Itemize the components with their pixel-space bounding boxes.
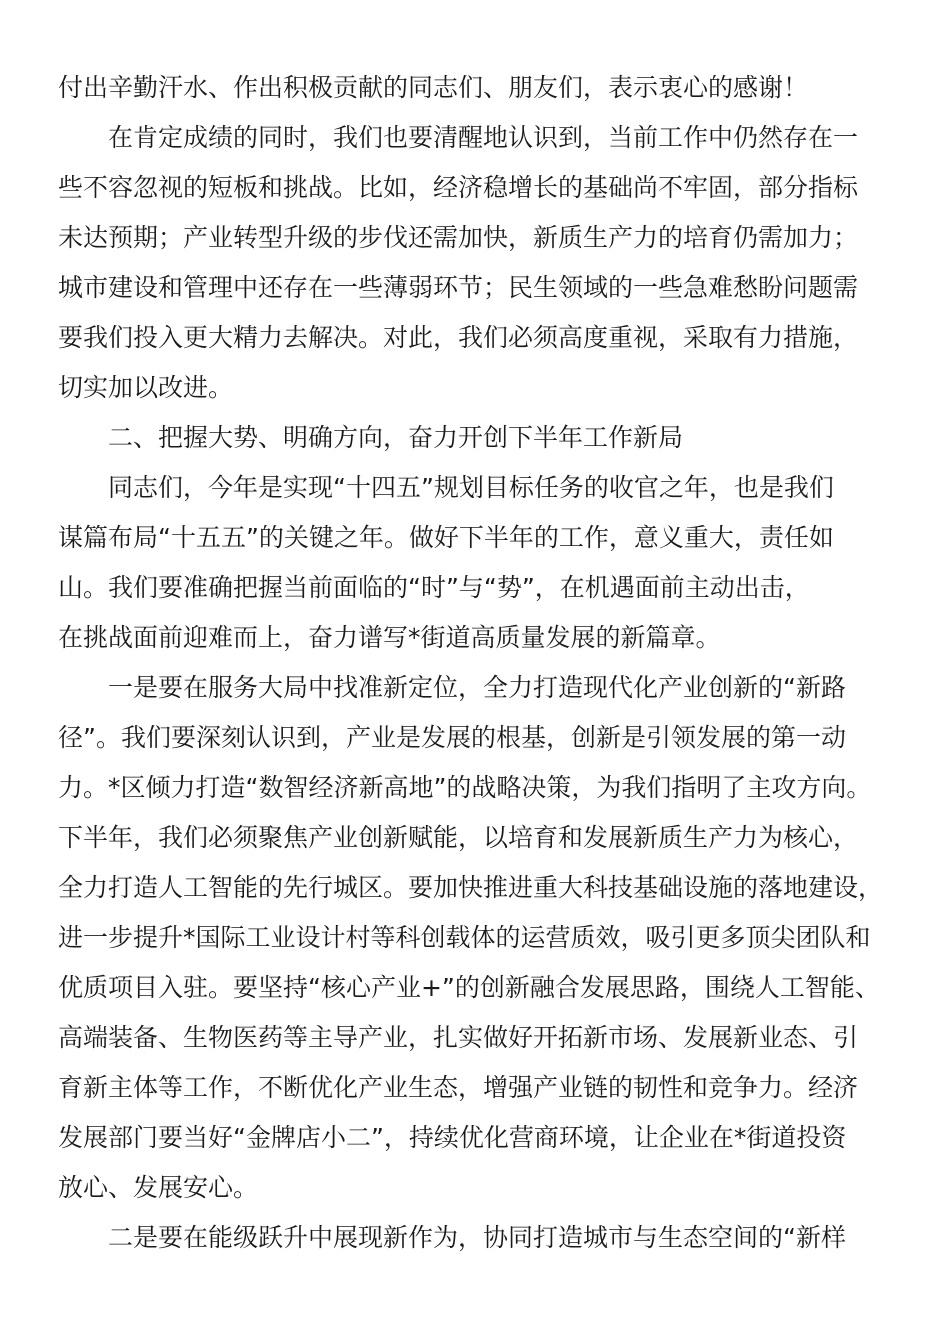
text-line-19: 优质项目入驻。要坚持“核心产业+”的创新融合发展思路，围绕人工智能、 bbox=[58, 973, 880, 1002]
text-line-21: 育新主体等工作，不断优化产业生态，增强产业链的韧性和竞争力。经济 bbox=[58, 1073, 859, 1102]
text-line-20: 高端装备、生物医药等主导产业，扎实做好开拓新市场、发展新业态、引 bbox=[58, 1023, 859, 1052]
text-line-3: 些不容忽视的短板和挑战。比如，经济稳增长的基础尚不牢固，部分指标 bbox=[58, 173, 859, 202]
text-line-22: 发展部门要当好“金牌店小二”，持续优化营商环境，让企业在*街道投资 bbox=[58, 1123, 847, 1152]
section-heading: 二、把握大势、明确方向，奋力开创下半年工作新局 bbox=[108, 423, 684, 452]
text-line-16: 下半年，我们必须聚焦产业创新赋能，以培育和发展新质生产力为核心， bbox=[58, 823, 859, 852]
text-line-24: 二是要在能级跃升中展现新作为，协同打造城市与生态空间的“新样 bbox=[108, 1223, 846, 1252]
text-line-14: 径”。我们要深刻认识到，产业是发展的根基，创新是引领发展的第一动 bbox=[58, 723, 846, 752]
text-line-13: 一是要在服务大局中找准新定位，全力打造现代化产业创新的“新路 bbox=[108, 673, 846, 702]
text-line-10: 谋篇布局“十五五”的关键之年。做好下半年的工作，意义重大，责任如 bbox=[58, 523, 834, 552]
text-line-12: 在挑战面前迎难而上，奋力谱写*街道高质量发展的新篇章。 bbox=[58, 623, 721, 652]
text-line-15: 力。*区倾力打造“数智经济新高地”的战略决策，为我们指明了主攻方向。 bbox=[58, 773, 872, 802]
text-line-18: 进一步提升*国际工业设计村等科创载体的运营质效，吸引更多顶尖团队和 bbox=[58, 923, 871, 952]
text-line-2: 在肯定成绩的同时，我们也要清醒地认识到，当前工作中仍然存在一 bbox=[108, 123, 859, 152]
text-line-5: 城市建设和管理中还存在一些薄弱环节；民生领域的一些急难愁盼问题需 bbox=[58, 273, 859, 302]
text-line-9: 同志们，今年是实现“十四五”规划目标任务的收官之年，也是我们 bbox=[108, 473, 834, 502]
text-line-23: 放心、发展安心。 bbox=[58, 1173, 259, 1202]
text-line-17: 全力打造人工智能的先行城区。要加快推进重大科技基础设施的落地建设， bbox=[58, 873, 884, 902]
text-line-6: 要我们投入更大精力去解决。对此，我们必须高度重视，采取有力措施， bbox=[58, 323, 859, 352]
text-line-11: 山。我们要准确把握当前面临的“时”与“势”，在机遇面前主动出击， bbox=[58, 573, 810, 602]
text-line-1: 付出辛勤汗水、作出积极贡献的同志们、朋友们，表示衷心的感谢！ bbox=[58, 73, 809, 102]
text-line-4: 未达预期；产业转型升级的步伐还需加快，新质生产力的培育仍需加力； bbox=[58, 223, 859, 252]
text-line-7: 切实加以改进。 bbox=[58, 373, 234, 402]
